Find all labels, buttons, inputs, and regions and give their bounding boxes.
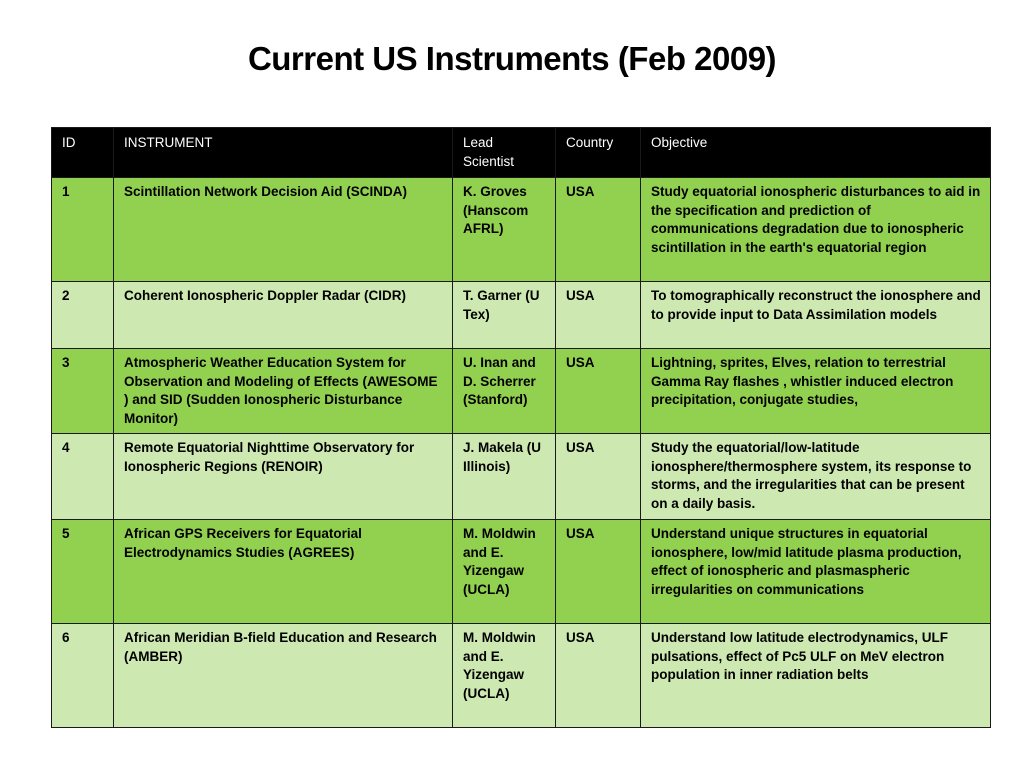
cell-id: 3 <box>52 349 114 434</box>
header-lead-scientist: Lead Scientist <box>453 128 556 178</box>
header-objective: Objective <box>641 128 991 178</box>
cell-objective: To tomographically reconstruct the ionosphere and to provide input to Data Assimilation models <box>641 282 991 349</box>
table-row <box>52 434 991 520</box>
table-row <box>52 282 991 349</box>
cell-objective: Study equatorial ionospheric disturbances to aid in the specification and prediction of communications degradation due to ionospheric scintillation in the earth's equatorial region <box>641 178 991 282</box>
table-row <box>52 520 991 624</box>
cell-country: USA <box>556 349 641 434</box>
cell-objective: Study the equatorial/low-latitude ionosphere/thermosphere system, its response to storms, and the irregularities that can be present on a daily basis. <box>641 434 991 520</box>
table-row <box>52 624 991 728</box>
cell-instrument: Coherent Ionospheric Doppler Radar (CIDR) <box>114 282 453 349</box>
table-row <box>52 349 991 434</box>
cell-id: 4 <box>52 434 114 520</box>
cell-country: USA <box>556 282 641 349</box>
cell-objective: Understand unique structures in equatorial ionosphere, low/mid latitude plasma production, effect of ionospheric and plasmaspheric irregularities on communications <box>641 520 991 624</box>
table-row <box>52 178 991 282</box>
cell-country: USA <box>556 178 641 282</box>
cell-instrument: African GPS Receivers for Equatorial Electrodynamics Studies (AGREES) <box>114 520 453 624</box>
cell-lead-scientist: M. Moldwin and E. Yizengaw (UCLA) <box>453 624 556 728</box>
cell-country: USA <box>556 434 641 520</box>
cell-lead-scientist: M. Moldwin and E. Yizengaw (UCLA) <box>453 520 556 624</box>
cell-instrument: Remote Equatorial Nighttime Observatory for Ionospheric Regions (RENOIR) <box>114 434 453 520</box>
instruments-table <box>51 127 991 728</box>
table-header-row <box>52 128 991 178</box>
cell-lead-scientist: T. Garner (U Tex) <box>453 282 556 349</box>
header-id: ID <box>52 128 114 178</box>
cell-country: USA <box>556 520 641 624</box>
cell-id: 5 <box>52 520 114 624</box>
cell-lead-scientist: U. Inan and D. Scherrer (Stanford) <box>453 349 556 434</box>
cell-lead-scientist: J. Makela (U Illinois) <box>453 434 556 520</box>
cell-id: 2 <box>52 282 114 349</box>
cell-instrument: Scintillation Network Decision Aid (SCINDA) <box>114 178 453 282</box>
cell-country: USA <box>556 624 641 728</box>
cell-id: 6 <box>52 624 114 728</box>
cell-objective: Understand low latitude electrodynamics, ULF pulsations, effect of Pc5 ULF on MeV electron population in inner radiation belts <box>641 624 991 728</box>
cell-instrument: Atmospheric Weather Education System for Observation and Modeling of Effects (AWESOME ) and SID (Sudden Ionospheric Disturbance Monitor) <box>114 349 453 434</box>
header-instrument: INSTRUMENT <box>114 128 453 178</box>
header-country: Country <box>556 128 641 178</box>
cell-objective: Lightning, sprites, Elves, relation to terrestrial Gamma Ray flashes , whistler induced electron precipitation, conjugate studies, <box>641 349 991 434</box>
slide-title: Current US Instruments (Feb 2009) <box>247 40 777 77</box>
cell-instrument: African Meridian B-field Education and Research (AMBER) <box>114 624 453 728</box>
cell-id: 1 <box>52 178 114 282</box>
cell-lead-scientist: K. Groves (Hanscom AFRL) <box>453 178 556 282</box>
